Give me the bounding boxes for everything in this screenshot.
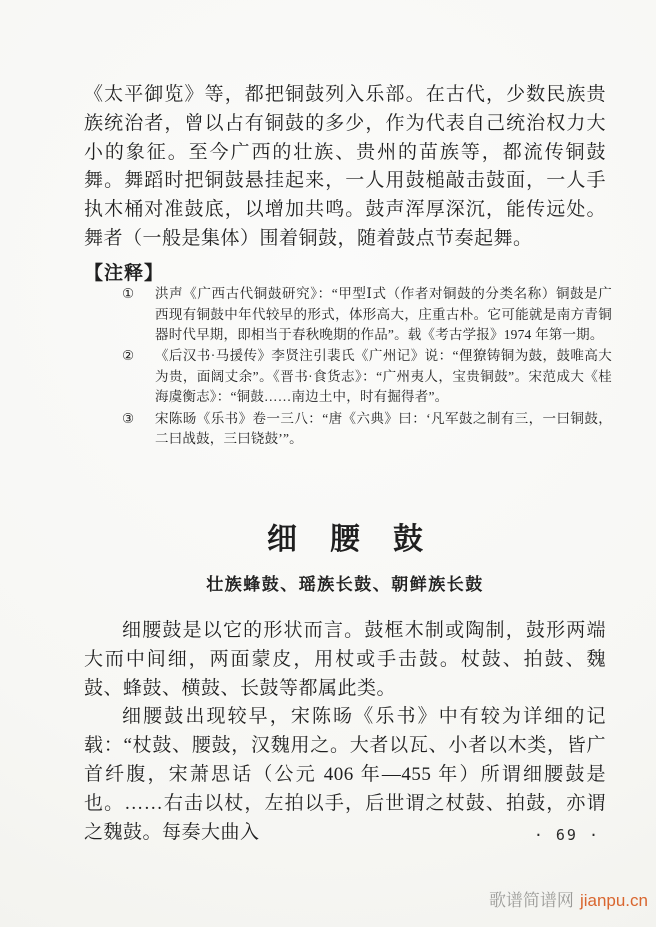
note-text: 《后汉书·马援传》李贤注引裴氏《广州记》说：“俚獠铸铜为鼓，鼓唯高大为贵，面阔丈余”。《晋书·食货志》：“广州夷人，宝贵铜鼓”。宋范成大《桂海虞衡志》：“铜鼓……南边土中，时有掘得者”。 xyxy=(155,348,612,405)
note-text: 宋陈旸《乐书》卷一三八：“唐《六典》曰：‘凡军鼓之制有三，一曰铜鼓，二曰战鼓，三曰铙鼓’”。 xyxy=(155,410,612,447)
watermark xyxy=(489,886,648,911)
section-body xyxy=(84,617,606,847)
page-number: · 69 · xyxy=(533,826,600,844)
section-subtitle: 壮族蜂鼓、瑶族长鼓、朝鲜族长鼓 xyxy=(206,575,484,594)
watermark-site-url: jianpu.cn xyxy=(579,891,648,910)
note-marker: ① xyxy=(122,286,135,301)
note-item xyxy=(84,409,612,450)
notes-heading: 【注释】 xyxy=(84,263,165,284)
note-item xyxy=(84,346,612,408)
paragraph-waist-drum-history: 细腰鼓出现较早，宋陈旸《乐书》中有较为详细的记载：“杖鼓、腰鼓，汉魏用之。大者以瓦、小者以木类，皆广首纤腹，宋萧思话（公元 406 年—455 年）所谓细腰鼓是也。……右击以杖，左拍以手，后世谓之杖鼓、拍鼓，亦谓之魏鼓。每奏大曲入 xyxy=(84,706,606,843)
watermark-site-name: 歌谱简谱网 xyxy=(488,891,574,910)
note-marker: ② xyxy=(122,348,135,364)
note-text: 洪声《广西古代铜鼓研究》：“甲型Ⅰ式（作者对铜鼓的分类名称）铜鼓是广西现有铜鼓中年代较早的形式，体形高大，庄重古朴。它可能就是南方青铜器时代早期，即相当于春秋晚期的作品”。载《考古学报》1974 年第一期。 xyxy=(155,286,612,343)
note-item xyxy=(84,284,612,346)
paragraph-waist-drum-intro: 细腰鼓是以它的形状而言。鼓框木制或陶制，鼓形两端大而中间细，两面蒙皮，用杖或手击鼓。杖鼓、拍鼓、魏鼓、蜂鼓、横鼓、长鼓等都属此类。 xyxy=(84,620,606,699)
notes-list xyxy=(84,284,612,450)
note-marker: ③ xyxy=(122,410,135,426)
paragraph-bronze-drum-continued: 《太平御览》等，都把铜鼓列入乐部。在古代，少数民族贵族统治者，曾以占有铜鼓的多少，作为代表自己统治权力大小的象征。至今广西的壮族、贵州的苗族等，都流传铜鼓舞。舞蹈时把铜鼓悬挂起来，一人用鼓槌敲击鼓面，一人手执木桶对准鼓底，以增加共鸣。鼓声浑厚深沉，能传远处。舞者（一般是集体）围着铜鼓，随着鼓点节奏起舞。 xyxy=(84,84,606,249)
section-title: 细腰鼓 xyxy=(267,523,456,556)
